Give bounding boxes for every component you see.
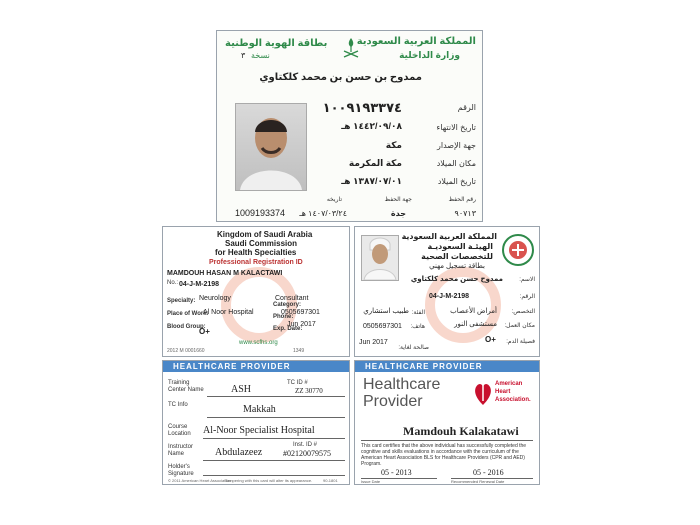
bls-instr-id: #02120079575	[283, 449, 331, 458]
scfhs-en-blood-label: Blood Group:	[167, 324, 206, 330]
scfhs-arabic-card	[354, 226, 540, 357]
scfhs-ar-line3: للتخصصات الصحية	[421, 252, 493, 261]
scfhs-ar-reg-no: 04-J-M-2198	[429, 293, 470, 300]
scfhs-en-line1: Kingdom of Saudi Arabia	[217, 230, 313, 239]
id-footer-value: جدة	[390, 209, 406, 218]
id-footer-value: ٩٠٧١٣	[454, 209, 476, 218]
bls-footer-mid: Tampering with this card will alter its appearance.	[225, 478, 313, 483]
id-holder-name: ممدوح بن حسن بن محمد كلكتاوي	[259, 72, 422, 83]
scfhs-logo-icon	[501, 233, 535, 267]
id-footer-label: جهة الحفظ	[384, 197, 412, 203]
bls-course: Al-Noor Specialist Hospital	[203, 425, 315, 436]
bls-training-center: ASH	[231, 384, 252, 395]
scfhs-ar-blood: O+	[485, 335, 496, 344]
id-field-label: الرقم	[457, 103, 476, 112]
scfhs-ar-specialty-label: التخصص:	[511, 309, 535, 315]
scfhs-ar-line2: الهيئـة السعوديـة	[427, 242, 493, 251]
bls-holder-label: Holder's Signature	[168, 464, 194, 477]
scfhs-ar-name: ممدوح حسن محمد كلكتاوي	[410, 276, 503, 283]
scfhs-en-line3: for Health Specialties	[215, 248, 297, 257]
scfhs-en-exp: Jun 2017	[287, 321, 316, 328]
scfhs-en-work-label: Place of Work:	[167, 311, 209, 317]
id-field-label: مكان الميلاد	[436, 159, 476, 168]
id-footer-label: رقم الحفظ	[448, 197, 476, 203]
divider	[203, 460, 345, 461]
bls-training-center-label: Training Center Name	[168, 380, 204, 393]
divider	[207, 396, 345, 397]
scfhs-en-phone: 0505697301	[281, 309, 320, 316]
aha-card-front	[354, 360, 540, 485]
id-copy-number: ٣	[241, 51, 246, 60]
scfhs-ar-name-label: الاسم:	[519, 277, 535, 283]
signature-line	[203, 475, 345, 476]
id-field-value: ١٠٠٩١٩٣٣٧٤	[322, 100, 402, 115]
scfhs-en-work: Al Noor Hospital	[203, 309, 254, 316]
scfhs-en-website: www.scfhs.org	[239, 340, 278, 346]
scfhs-en-name: MAMDOUH HASAN M KALACTAWI	[167, 270, 283, 277]
healthcare-provider-band: HEALTHCARE PROVIDER	[163, 361, 349, 372]
name-line	[361, 440, 533, 441]
scfhs-ar-phone-label: هاتف:	[410, 324, 425, 330]
id-field-label: تاريخ الميلاد	[437, 177, 476, 186]
aha-logo-line2: Heart	[495, 389, 511, 395]
id-copy-label: نسخة	[251, 51, 270, 60]
bls-course-label: Course Location	[168, 424, 191, 437]
scfhs-en-reg-no: 04-J-M-2198	[179, 281, 220, 288]
aha-logo-line3: Association.	[495, 397, 531, 403]
scfhs-en-specialty: Neurology	[199, 295, 231, 302]
scfhs-ar-category: طبيب استشاري	[363, 308, 409, 315]
scfhs-en-footer-left: 2012 M 0001660	[167, 348, 205, 354]
scfhs-ar-line1: المملكة العربية السعودية	[401, 232, 497, 241]
scfhs-ar-specialty: أمراض الأعصاب	[450, 308, 497, 315]
id-field-label: تاريخ الانتهاء	[436, 123, 476, 132]
id-footer-value: ١٤٠٧/٠٣/٢٤ هـ	[299, 209, 347, 218]
scfhs-photo	[361, 235, 399, 281]
bls-instructor-label: Instructor Name	[168, 444, 194, 457]
divider	[207, 417, 345, 418]
id-field-value: ١٣٨٧/٠٧/٠١ هـ	[341, 176, 402, 186]
bls-tc-info: Makkah	[243, 404, 276, 415]
id-card-type: بطاقة الهوية الوطنية	[225, 38, 328, 49]
aha-issue-date: 05 - 2013	[381, 468, 412, 477]
healthcare-provider-band: HEALTHCARE PROVIDER	[355, 361, 539, 372]
id-field-value: ١٤٤٢/٠٩/٠٨ هـ	[341, 121, 402, 131]
scfhs-en-specialty-label: Specialty:	[167, 298, 196, 304]
scfhs-en-category-label: Category:	[273, 302, 302, 308]
bls-footer-right: 90-1801	[323, 478, 338, 483]
aha-issue-label: Issue Date	[361, 479, 381, 484]
id-footer-label: تاريخه	[326, 197, 342, 203]
scfhs-english-card	[162, 226, 350, 357]
bls-footer-left: © 2011 American Heart Association	[168, 478, 231, 483]
scfhs-ar-work: مستشفى النور	[454, 321, 497, 328]
aha-certification-text: This card certifies that the above individual has successfully completed the cognitive and skills evaluations in accordance with the curriculum of the American Heart Association BLS for Healthcare Providers (CPR and AED) Program.	[361, 443, 527, 467]
person-silhouette-icon	[362, 236, 398, 280]
id-photo	[235, 103, 307, 191]
scfhs-en-subtitle: Professional Registration ID	[209, 259, 303, 266]
aha-logo-line1: American	[495, 381, 523, 387]
scfhs-en-blood: O+	[199, 327, 210, 336]
aha-renewal-label: Recommended Renewal Date	[451, 479, 505, 484]
bls-tc-info-label: TC Info	[168, 402, 188, 408]
aha-renewal-date: 05 - 2016	[473, 468, 504, 477]
aha-heart-logo-icon	[473, 379, 493, 407]
scfhs-ar-work-label: مكان العمل:	[504, 323, 535, 329]
scfhs-en-phone-label: Phone:	[273, 314, 294, 320]
scfhs-ar-validity-label: صالحة لغاية:	[398, 345, 429, 351]
scfhs-ar-blood-label: فصيلة الدم:	[506, 339, 535, 345]
id-ministry-header: وزارة الداخلية	[399, 50, 460, 60]
scfhs-ar-phone: 0505697301	[363, 323, 402, 330]
scfhs-ar-subtitle: بطاقة تسجيل مهني	[429, 263, 485, 270]
person-silhouette-icon	[236, 104, 306, 190]
scfhs-en-category: Consultant	[275, 295, 309, 302]
aha-holder-name: Mamdouh Kalakatawi	[403, 424, 519, 438]
scfhs-ar-category-label: الفئة:	[411, 310, 425, 316]
bls-tc-id-label: TC ID #	[287, 380, 308, 386]
scfhs-ar-no-label: الرقم:	[519, 294, 535, 300]
aha-title-line2: Provider	[363, 393, 423, 410]
id-field-value: مكة المكرمة	[348, 158, 402, 168]
bls-instructor: Abdulazeez	[215, 447, 263, 458]
divider	[203, 438, 345, 439]
id-field-label: جهة الإصدار	[436, 141, 476, 150]
bls-tc-id: ZZ 30770	[295, 387, 323, 395]
bls-instr-id-label: Inst. ID #	[293, 442, 318, 448]
scfhs-en-no-label: No.:	[167, 280, 179, 286]
bls-card-back	[162, 360, 350, 485]
aha-title-line1: Healthcare	[363, 376, 441, 393]
national-id-card	[216, 30, 483, 222]
id-kingdom-header: المملكة العربية السعودية	[356, 36, 476, 47]
saudi-emblem-icon	[342, 37, 360, 59]
scfhs-en-line2: Saudi Commission	[225, 239, 298, 248]
scfhs-en-exp-label: Exp. Date:	[273, 326, 303, 332]
id-number-print: 1009193374	[235, 208, 286, 218]
scfhs-ar-validity: Jun 2017	[359, 339, 388, 346]
scfhs-en-footer-right: 1349	[293, 348, 305, 354]
id-field-value: مكة	[385, 140, 402, 150]
